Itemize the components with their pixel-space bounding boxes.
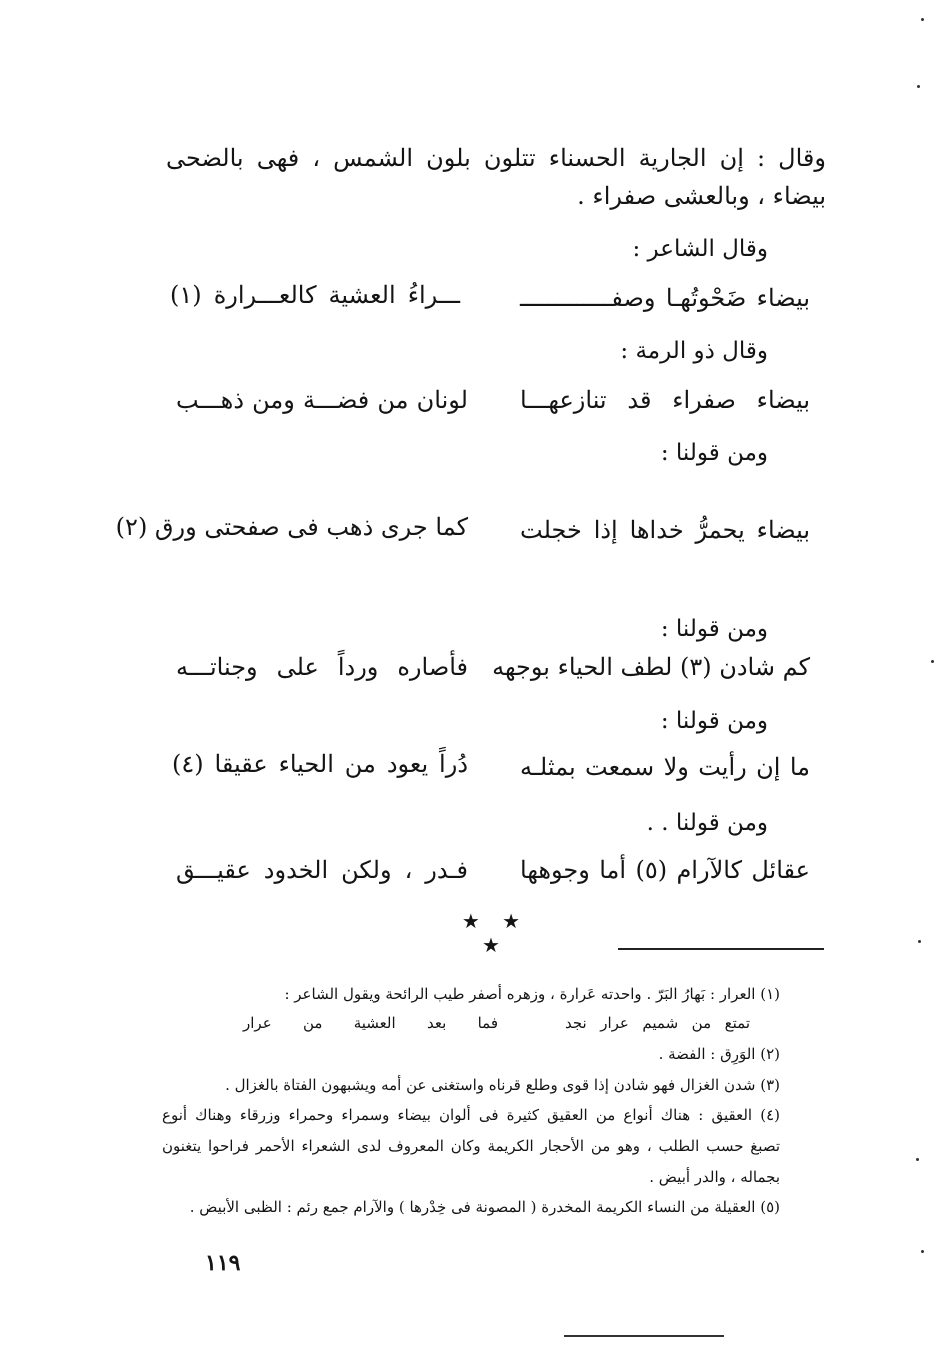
- bottom-rule: [564, 1335, 724, 1337]
- section-break-stars: ★ ★ ★: [461, 909, 529, 957]
- verse-intro-1: وقال الشاعر :: [632, 236, 768, 262]
- verse-2-first-hemistich: بيضاء صفراء قد تنازعهـــا: [520, 386, 810, 414]
- verse-1-second-hemistich: ـــراءُ العشية كالعـــرارة (١): [170, 281, 460, 309]
- verse-5-first-hemistich: ما إن رأيت ولا سمعت بمثلـه: [520, 753, 810, 781]
- footnote-1: (١) العرار : بَهارُ البَرّ . واحدته عَرارة ، وزهره أصفر طيب الرائحة ويقول الشاعر :: [284, 985, 780, 1003]
- page-number: ١١٩: [205, 1250, 241, 1276]
- paragraph-line-1: وقال : إن الجارية الحسناء تتلون بلون الشمس ، فهى بالضحى: [166, 144, 826, 172]
- verse-4-second-hemistich: فأصاره ورداً على وجناتـــه: [176, 653, 468, 681]
- scan-speck: [931, 660, 934, 663]
- verse-6-first-hemistich: عقائل كالآرام (٥) أما وجوهها: [520, 856, 810, 884]
- verse-2-second-hemistich: لونان من فضـــة ومن ذهـــب: [176, 386, 468, 414]
- scan-speck: [921, 1250, 924, 1253]
- verse-intro-2: وقال ذو الرمة :: [620, 338, 768, 364]
- footnote-3: (٣) شدن الغزال فهو شادن إذا قوى وطلع قرناه واستغنى عن أمه ويشبهون الفتاة بالغزال .: [225, 1076, 780, 1094]
- footnote-4-line-3: بجماله ، والدر أبيض .: [649, 1168, 780, 1186]
- footnote-1-verse-second-hemistich: فما بعد العشية من عرار: [243, 1014, 498, 1032]
- scan-speck: [921, 18, 924, 21]
- verse-4-first-hemistich: كم شادن (٣) لطف الحياء بوجهه: [492, 653, 810, 681]
- scan-speck: [918, 940, 921, 943]
- footnote-5: (٥) العقيلة من النساء الكريمة المخدرة ( المصونة فى خِدْرها ) والآرام جمع رئم : الظبى الأبيض .: [189, 1198, 780, 1216]
- footnote-4-line-1: (٤) العقيق : هناك أنواع من العقيق كثيرة فى ألوان بيضاء وسمراء وحمراء وزرقاء وهناك أنوع: [162, 1106, 780, 1124]
- verse-5-second-hemistich: دُراً يعود من الحياء عقيقا (٤): [172, 750, 468, 778]
- scan-speck: [917, 85, 920, 88]
- scan-speck: [916, 1158, 919, 1161]
- paragraph-line-2: بيضاء ، وبالعشى صفراء .: [577, 182, 826, 210]
- verse-intro-3: ومن قولنا :: [660, 440, 768, 466]
- verse-6-second-hemistich: فـدر ، ولكن الخدود عقيـــق: [176, 856, 468, 884]
- verse-intro-6: ومن قولنا . .: [646, 810, 768, 836]
- footnote-2: (٢) الوَرِق : الفضة .: [658, 1045, 780, 1063]
- footnote-1-verse-first-hemistich: تمتع من شميم عرار نجد: [565, 1014, 750, 1032]
- verse-1-first-hemistich: بيضاء ضَحْوتُهـا وصفـــــــــــــ: [520, 284, 810, 312]
- verse-intro-4: ومن قولنا :: [660, 616, 768, 642]
- footnote-separator: [618, 948, 824, 950]
- footnote-4-line-2: تصبغ حسب الطلب ، وهو من الأحجار الكريمة وكان المعروف لدى الشعراء الأحمر فراحوا يتغنون: [162, 1137, 780, 1155]
- verse-intro-5: ومن قولنا :: [660, 708, 768, 734]
- verse-3-first-hemistich: بيضاء يحمرُّ خداها إذا خجلت: [520, 516, 810, 544]
- verse-3-second-hemistich: كما جرى ذهب فى صفحتى ورق (٢): [115, 513, 468, 541]
